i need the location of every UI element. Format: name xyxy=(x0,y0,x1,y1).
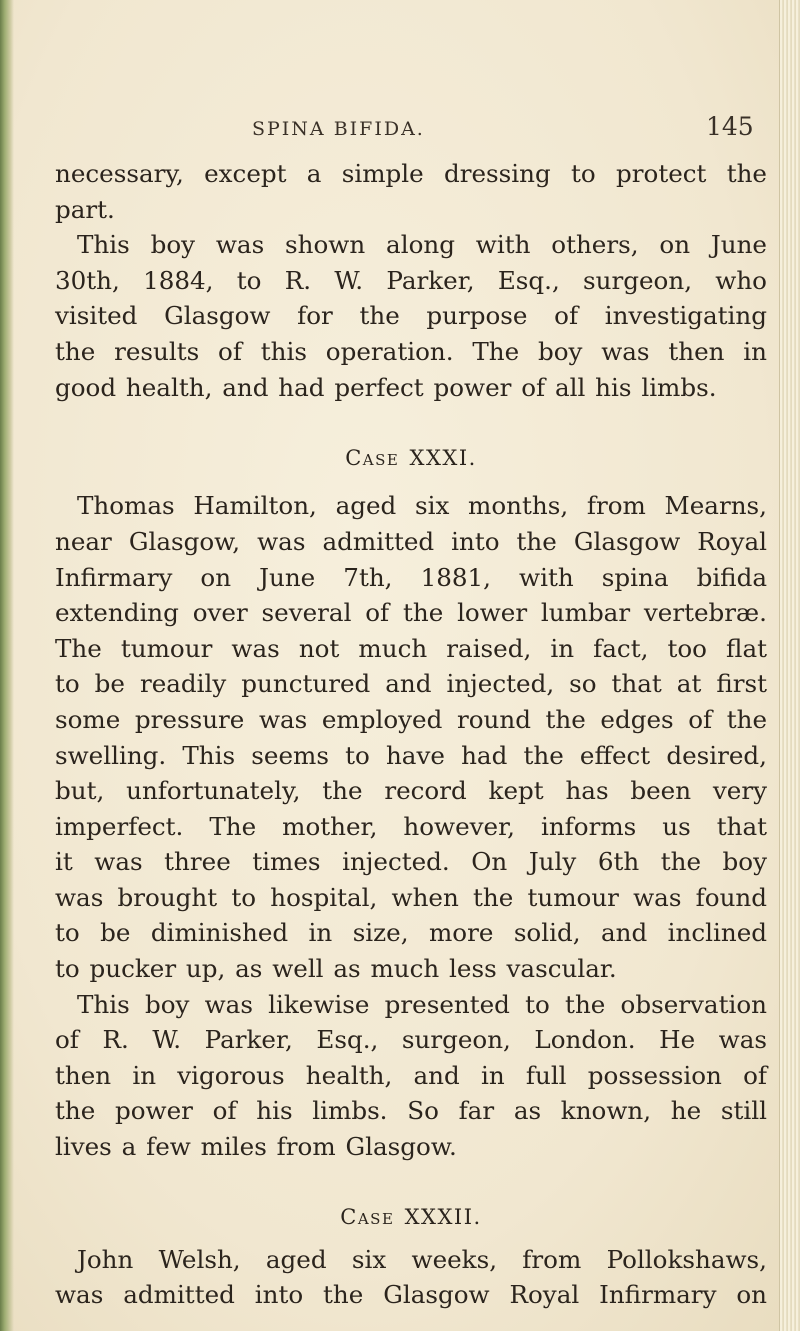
text-line: was admitted into the Glasgow Royal Infirmary on xyxy=(55,1280,767,1310)
text-line: necessary, except a simple dressing to protect the xyxy=(55,159,767,188)
text-line: near Glasgow, was admitted into the Glasgow Royal xyxy=(55,526,767,556)
paragraph-4 xyxy=(55,987,767,1165)
text-line: part. xyxy=(55,194,115,224)
text-line: Infirmary on June 7th, 1881, with spina bifida xyxy=(55,562,767,592)
text-line: Thomas Hamilton, aged six months, from Mearns, xyxy=(77,491,767,521)
paragraph-3 xyxy=(55,488,767,986)
paragraph-5 xyxy=(55,1242,767,1313)
text-line: This boy was shown along with others, on June xyxy=(77,230,767,260)
text-line: to be readily punctured and injected, so that at first xyxy=(55,669,767,699)
spacer xyxy=(55,405,767,441)
text-line: good health, and had perfect power of all his limbs. xyxy=(55,372,717,402)
text-line: it was three times injected. On July 6th the boy xyxy=(55,847,767,877)
text-line: extending over several of the lower lumbar vertebræ. xyxy=(55,598,767,628)
text-line: but, unfortunately, the record kept has been very xyxy=(55,776,767,806)
text-line: to be diminished in size, more solid, and inclined xyxy=(55,918,767,948)
case-32-heading: Case XXXII. xyxy=(340,1205,482,1230)
text-line: was brought to hospital, when the tumour was found xyxy=(55,882,767,912)
text-line: John Welsh, aged six weeks, from Pollokshaws, xyxy=(77,1244,767,1274)
text-line: some pressure was employed round the edges of the xyxy=(55,704,767,734)
body-text xyxy=(55,156,767,1313)
text-line: to pucker up, as well as much less vascular. xyxy=(55,954,617,984)
text-line: the results of this operation. The boy was then in xyxy=(55,336,767,366)
text-line: This boy was likewise presented to the observation xyxy=(77,989,767,1019)
case-31-heading: Case XXXI. xyxy=(345,445,477,470)
paragraph-2 xyxy=(55,227,767,405)
page-number: 145 xyxy=(706,112,754,141)
text-line: swelling. This seems to have had the effect desired, xyxy=(55,740,767,770)
book-spine-shadow xyxy=(0,0,14,1331)
spacer xyxy=(55,476,767,488)
text-line: visited Glasgow for the purpose of investigating xyxy=(55,301,767,331)
paragraph-1 xyxy=(55,156,767,227)
text-line: imperfect. The mother, however, informs us that xyxy=(55,811,767,841)
text-line: The tumour was not much raised, in fact, too flat xyxy=(55,633,767,663)
text-line: 30th, 1884, to R. W. Parker, Esq., surgeon, who xyxy=(55,265,767,295)
spacer xyxy=(55,1165,767,1201)
page-edges xyxy=(779,0,800,1331)
text-line: then in vigorous health, and in full possession of xyxy=(55,1060,767,1090)
text-line: of R. W. Parker, Esq., surgeon, London. He was xyxy=(55,1025,767,1055)
text-line: lives a few miles from Glasgow. xyxy=(55,1132,457,1162)
text-line: the power of his limbs. So far as known, he still xyxy=(55,1096,767,1126)
page-header xyxy=(0,112,800,152)
running-head: SPINA BIFIDA. xyxy=(252,118,425,140)
